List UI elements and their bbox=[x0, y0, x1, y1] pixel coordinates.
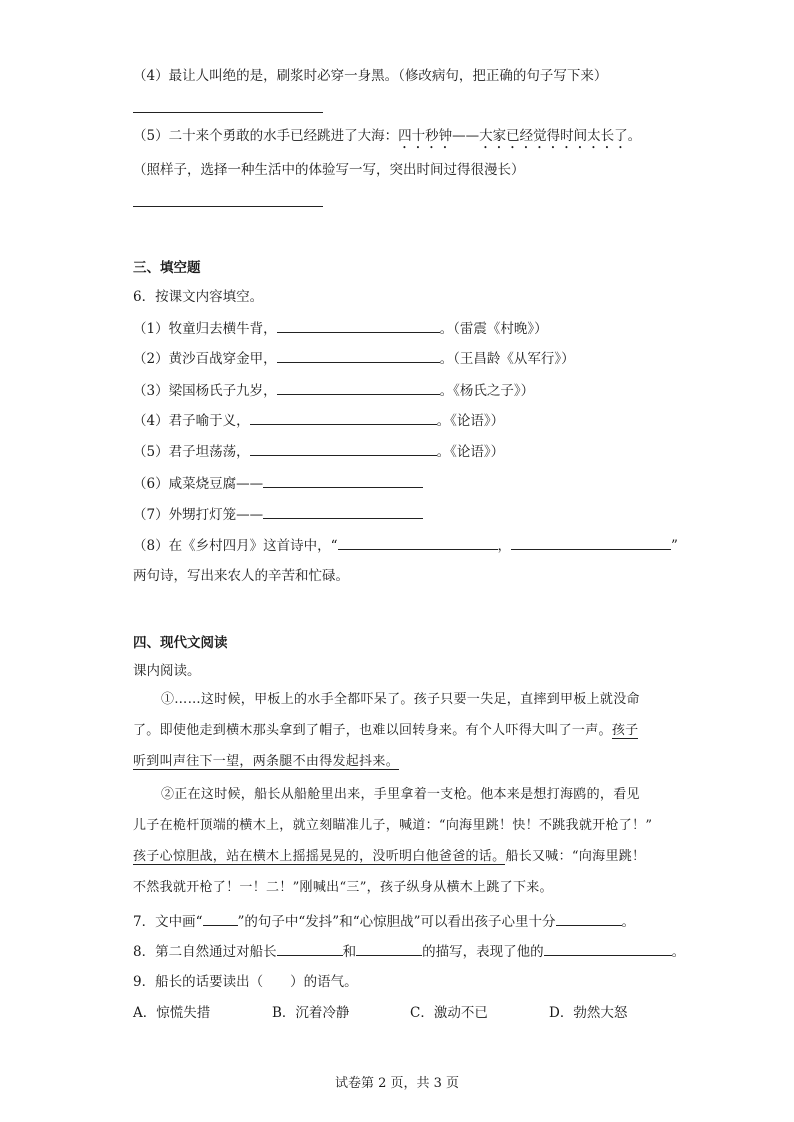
fill-item-2 bbox=[133, 348, 575, 369]
question-5 bbox=[133, 126, 641, 152]
section-3-title: 三、填空题 bbox=[133, 260, 201, 276]
fill-2-pre: （2）黄沙百战穿金甲， bbox=[133, 351, 277, 367]
p1-underlined-start: 孩子 bbox=[611, 723, 639, 738]
fill-1-post: 。（雷震《村晚》） bbox=[439, 321, 548, 337]
fill-5-pre: （5）君子坦荡荡， bbox=[133, 444, 250, 460]
q8-post: 。 bbox=[671, 944, 686, 960]
q7-mid: ”的句子中“发抖”和“心惊胆战”可以看出孩子心里十分 bbox=[237, 914, 556, 930]
passage-p1-line1: ①……这时候，甲板上的水手全都吓呆了。孩子只要一失足，直摔到甲板上就没命 bbox=[161, 692, 640, 707]
question-4: （4）最让人叫绝的是，刷浆时必穿一身黑。（修改病句，把正确的句子写下来） bbox=[133, 68, 608, 84]
fill-8-pre: （8）在《乡村四月》这首诗中，“ bbox=[133, 538, 338, 554]
q8-blank-2[interactable] bbox=[356, 941, 422, 956]
passage-p1-line3 bbox=[133, 752, 399, 772]
q8-mid1: 和 bbox=[342, 944, 357, 960]
q5-dotted-text: 四十秒钟——大家已经觉得时间太长了 bbox=[398, 128, 628, 144]
section-4-title: 四、现代文阅读 bbox=[133, 635, 228, 651]
p1-line2-text: 了。即使他走到横木那头拿到了帽子，也难以回转身来。有个人吓得大叫了一声。 bbox=[133, 723, 612, 738]
passage-p2-line3 bbox=[133, 847, 645, 867]
fill-item-1 bbox=[133, 318, 548, 339]
q7-post: 。 bbox=[621, 914, 636, 930]
question-9: 9．船长的话要读出（ ）的语气。 bbox=[133, 974, 358, 990]
q7-pre: 7．文中画“ bbox=[133, 914, 203, 930]
option-a[interactable]: A．惊慌失措 bbox=[133, 1005, 211, 1021]
p2-line3-text: 船长又喊：“向海里跳！ bbox=[505, 849, 646, 864]
passage-p2-line2: 儿子在桅杆顶端的横木上，就立刻瞄准儿子，喊道：“向海里跳！快！不跳我就开枪了！” bbox=[133, 818, 653, 833]
q7-mark-blank bbox=[203, 911, 238, 926]
answer-line-5[interactable] bbox=[133, 206, 323, 207]
fill-8-post: ” bbox=[671, 538, 678, 554]
fill-8-mid: ， bbox=[497, 538, 511, 554]
options-row bbox=[133, 1003, 693, 1023]
fill-5-blank[interactable] bbox=[250, 441, 437, 456]
q8-mid2: 的描写，表现了他的 bbox=[422, 944, 544, 960]
p2-underlined: 孩子心惊胆战，站在横木上摇摇晃晃的，没听明白他爸爸的话。 bbox=[133, 849, 506, 864]
fill-4-post: 。《论语》） bbox=[436, 413, 505, 429]
fill-7-pre: （7）外甥打灯笼—— bbox=[133, 507, 264, 523]
fill-8-blank-2[interactable] bbox=[511, 535, 671, 550]
fill-4-pre: （4）君子喻于义， bbox=[133, 413, 250, 429]
fill-item-8-cont: 两句诗，写出来农人的辛苦和忙碌。 bbox=[133, 568, 349, 584]
option-d[interactable]: D．勃然大怒 bbox=[549, 1005, 628, 1021]
fill-2-blank[interactable] bbox=[277, 348, 440, 363]
fill-2-post: 。（王昌龄《从军行》） bbox=[439, 351, 575, 367]
question-7 bbox=[133, 911, 635, 932]
q8-blank-3[interactable] bbox=[544, 941, 672, 956]
fill-6-blank[interactable] bbox=[263, 473, 423, 488]
passage-p1-line2 bbox=[133, 721, 638, 741]
q5-pre: （5）二十来个勇敢的水手已经跳进了大海： bbox=[133, 128, 399, 144]
fill-3-post: 。《杨氏之子》） bbox=[439, 383, 535, 399]
passage-p2-line4: 不然我就开枪了！一！二！”刚喊出“三”，孩子纵身从横木上跳了下来。 bbox=[133, 880, 553, 895]
q8-blank-1[interactable] bbox=[277, 941, 343, 956]
fill-1-blank[interactable] bbox=[277, 318, 440, 333]
passage-p2-line1: ②正在这时候，船长从船舱里出来，手里拿着一支枪。他本来是想打海鸥的，看见 bbox=[161, 787, 640, 802]
fill-5-post: 。《论语》） bbox=[436, 444, 505, 460]
fill-6-pre: （6）咸菜烧豆腐—— bbox=[133, 476, 264, 492]
fill-item-6 bbox=[133, 473, 423, 494]
question-6: 6．按课文内容填空。 bbox=[133, 289, 264, 305]
fill-item-7 bbox=[133, 504, 423, 525]
fill-3-pre: （3）梁国杨氏子九岁， bbox=[133, 383, 277, 399]
fill-item-5 bbox=[133, 441, 504, 462]
option-b[interactable]: B．沉着冷静 bbox=[272, 1005, 350, 1021]
p1-underlined-end: 听到叫声往下一望，两条腿不由得发起抖来。 bbox=[133, 754, 400, 769]
q7-blank[interactable] bbox=[556, 911, 622, 926]
answer-line-4[interactable] bbox=[133, 112, 323, 113]
reading-intro: 课内阅读。 bbox=[133, 663, 201, 679]
fill-3-blank[interactable] bbox=[277, 380, 440, 395]
fill-4-blank[interactable] bbox=[250, 410, 437, 425]
fill-1-pre: （1）牧童归去横牛背， bbox=[133, 321, 277, 337]
fill-8-blank-1[interactable] bbox=[338, 535, 498, 550]
q8-pre: 8．第二自然通过对船长 bbox=[133, 944, 277, 960]
q5-post: 。 bbox=[627, 128, 642, 144]
page-footer: 试卷第 2 页，共 3 页 bbox=[334, 1076, 460, 1091]
fill-item-4 bbox=[133, 410, 504, 431]
question-8 bbox=[133, 941, 685, 962]
fill-item-3 bbox=[133, 380, 534, 401]
question-5-note: （照样子，选择一种生活中的体验写一写，突出时间过得很漫长） bbox=[133, 162, 525, 178]
fill-item-8 bbox=[133, 535, 678, 556]
option-c[interactable]: C．激动不已 bbox=[410, 1005, 488, 1021]
fill-7-blank[interactable] bbox=[263, 504, 423, 519]
